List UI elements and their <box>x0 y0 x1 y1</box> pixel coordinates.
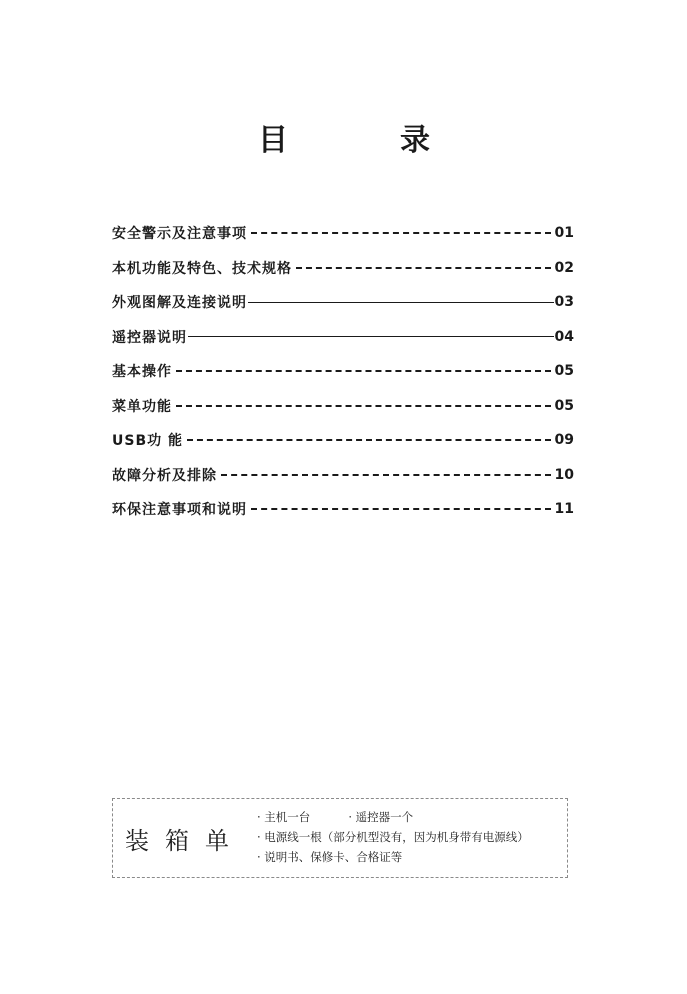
toc-leader-line <box>188 336 554 337</box>
toc-leader-line <box>251 232 551 234</box>
toc-item-page: 01 <box>554 225 574 242</box>
toc-leader-line <box>176 405 551 407</box>
toc-item-troubleshooting[interactable] <box>112 458 574 493</box>
packing-list-box <box>112 798 568 878</box>
title-char-mu: 目 <box>258 123 288 158</box>
toc-item-label: 安全警示及注意事项 <box>112 226 247 243</box>
toc-item-page: 05 <box>554 363 574 380</box>
toc-leader-line <box>187 439 551 441</box>
toc-item-page: 02 <box>554 259 574 276</box>
toc-item-page: 11 <box>554 501 574 518</box>
table-of-contents <box>112 216 574 527</box>
toc-leader-line <box>251 508 551 510</box>
toc-item-menu-functions[interactable] <box>112 389 574 424</box>
toc-item-label: 环保注意事项和说明 <box>112 502 247 519</box>
toc-item-environmental[interactable] <box>112 492 574 527</box>
packing-item-power-cord: · 电源线一根（部分机型没有，因为机身带有电源线） <box>257 830 529 844</box>
toc-item-label: 外观图解及连接说明 <box>112 295 247 312</box>
toc-item-label: USB功 能 <box>112 433 183 450</box>
toc-item-remote-control[interactable] <box>112 320 574 355</box>
toc-item-features-specs[interactable] <box>112 251 574 286</box>
toc-item-page: 03 <box>554 294 574 311</box>
toc-item-page: 09 <box>554 432 574 449</box>
toc-leader-line <box>221 474 551 476</box>
toc-item-page: 05 <box>554 397 574 414</box>
packing-line-3 <box>257 847 529 867</box>
toc-item-label: 遥控器说明 <box>112 329 187 346</box>
toc-item-page: 10 <box>554 466 574 483</box>
packing-line-1 <box>257 807 529 827</box>
toc-item-basic-operation[interactable] <box>112 354 574 389</box>
packing-item-remote: · 遥控器一个 <box>348 810 414 824</box>
toc-item-label: 本机功能及特色、技术规格 <box>112 260 292 277</box>
packing-list-items <box>257 807 529 867</box>
toc-item-label: 基本操作 <box>112 364 172 381</box>
toc-item-safety[interactable] <box>112 216 574 251</box>
page-title <box>0 116 687 166</box>
toc-leader-line <box>176 370 551 372</box>
title-char-lu: 录 <box>400 123 430 158</box>
toc-item-page: 04 <box>554 328 574 345</box>
toc-leader-line <box>248 302 554 303</box>
toc-item-label: 菜单功能 <box>112 398 172 415</box>
packing-list-title: 装箱单 <box>125 827 245 855</box>
toc-item-label: 故障分析及排除 <box>112 467 217 484</box>
toc-leader-line <box>296 267 551 269</box>
toc-item-appearance-connection[interactable] <box>112 285 574 320</box>
toc-item-usb-functions[interactable] <box>112 423 574 458</box>
packing-item-docs: · 说明书、保修卡、合格证等 <box>257 850 403 864</box>
packing-line-2 <box>257 827 529 847</box>
packing-item-main-unit: · 主机一台 <box>257 810 311 824</box>
